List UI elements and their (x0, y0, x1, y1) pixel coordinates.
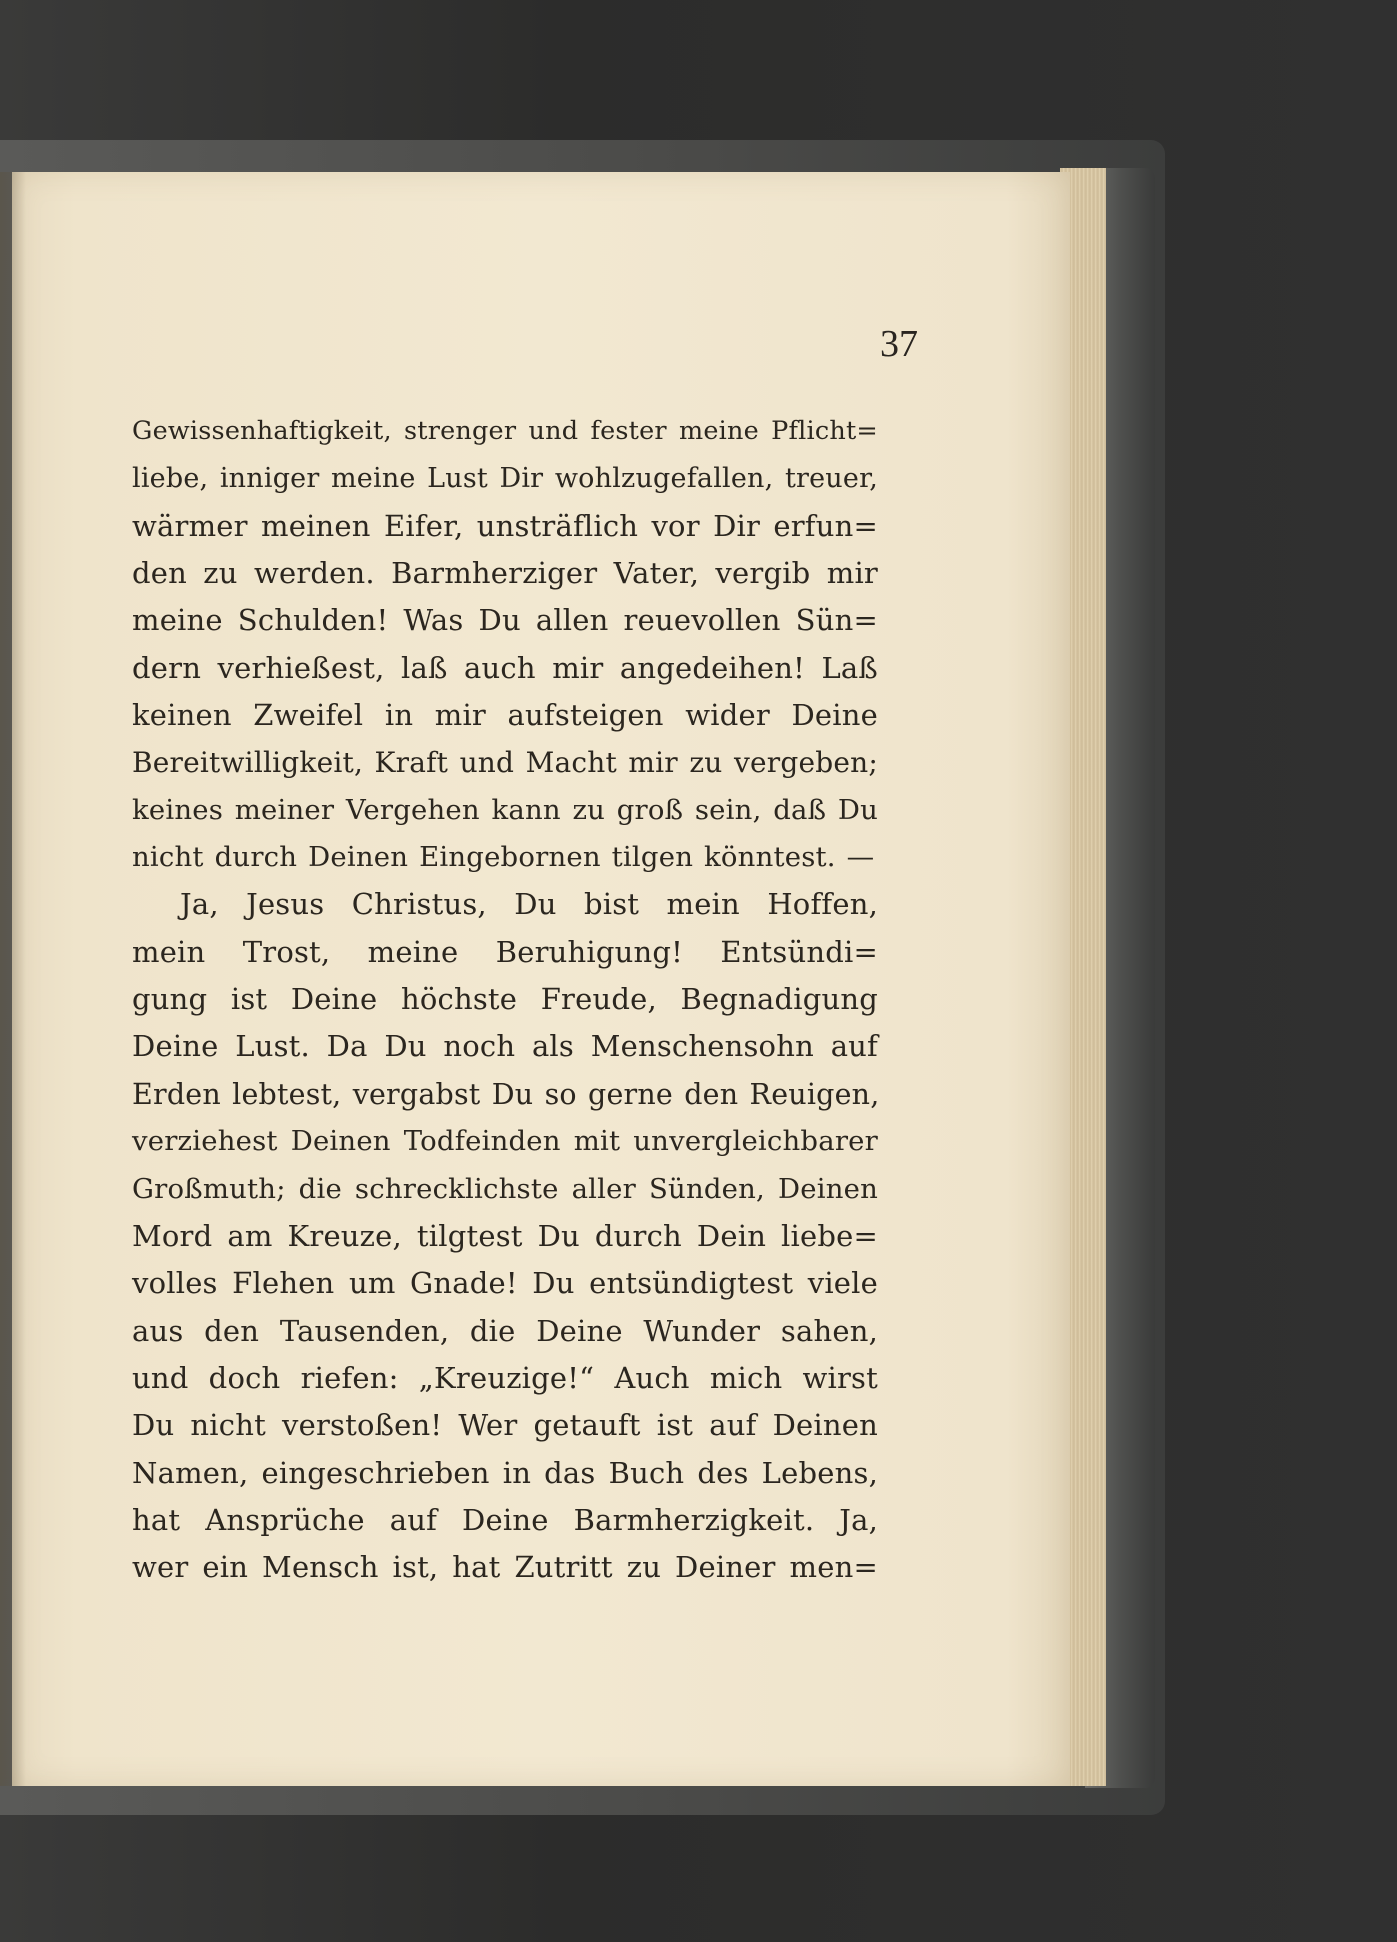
text-line: liebe, inniger meine Lust Dir wohlzugefallen, treuer, (132, 463, 878, 495)
page-number: 37 (880, 323, 918, 365)
text-line: Ja, Jesus Christus, Du bist mein Hoffen, (180, 887, 878, 922)
text-line: den zu werden. Barmherziger Vater, vergib mir (132, 556, 878, 591)
text-line: Du nicht verstoßen! Wer getauft ist auf Deinen (132, 1408, 878, 1443)
text-line: Namen, eingeschrieben in das Buch des Lebens, (132, 1455, 878, 1490)
text-line: keines meiner Vergehen kann zu groß sein, daß Du (132, 793, 878, 826)
text-line: meine Schulden! Was Du allen reuevollen Sün= (132, 603, 878, 638)
text-line: hat Ansprüche auf Deine Barmherzigkeit. Ja, (132, 1502, 878, 1537)
text-line: keinen Zweifel in mir aufsteigen wider Deine (132, 698, 878, 733)
page-text (132, 408, 878, 1592)
text-line: wärmer meinen Eifer, unsträflich vor Dir erfun= (132, 508, 878, 543)
text-line: dern verhießest, laß auch mir angedeihen! Laß (132, 650, 878, 685)
text-line: und doch riefen: „Kreuzige!“ Auch mich wirst (132, 1360, 878, 1395)
text-line: wer ein Mensch ist, hat Zutritt zu Deiner men= (132, 1550, 878, 1585)
text-line: mein Trost, meine Beruhigung! Entsündi= (132, 934, 878, 969)
text-line: volles Flehen um Gnade! Du entsündigtest viele (132, 1266, 878, 1301)
text-line: verziehest Deinen Todfeinden mit unvergleichbarer (132, 1125, 878, 1158)
text-line: Gewissenhaftigkeit, strenger und fester meine Pflicht= (132, 416, 878, 446)
text-line: Erden lebtest, vergabst Du so gerne den Reuigen, (132, 1077, 880, 1111)
text-line: nicht durch Deinen Eingebornen tilgen könntest. — (132, 841, 875, 874)
text-line: Bereitwilligkeit, Kraft und Macht mir zu vergeben; (132, 746, 878, 780)
text-line: gung ist Deine höchste Freude, Begnadigung (132, 982, 878, 1017)
text-line: Deine Lust. Da Du noch als Menschensohn auf (132, 1029, 878, 1064)
text-line: Großmuth; die schrecklichste aller Sünden, Deinen (132, 1172, 878, 1205)
text-line: aus den Tausenden, die Deine Wunder sahen, (132, 1313, 878, 1348)
text-line: Mord am Kreuze, tilgtest Du durch Dein liebe= (132, 1218, 878, 1253)
gutter-shadow (0, 172, 26, 1786)
